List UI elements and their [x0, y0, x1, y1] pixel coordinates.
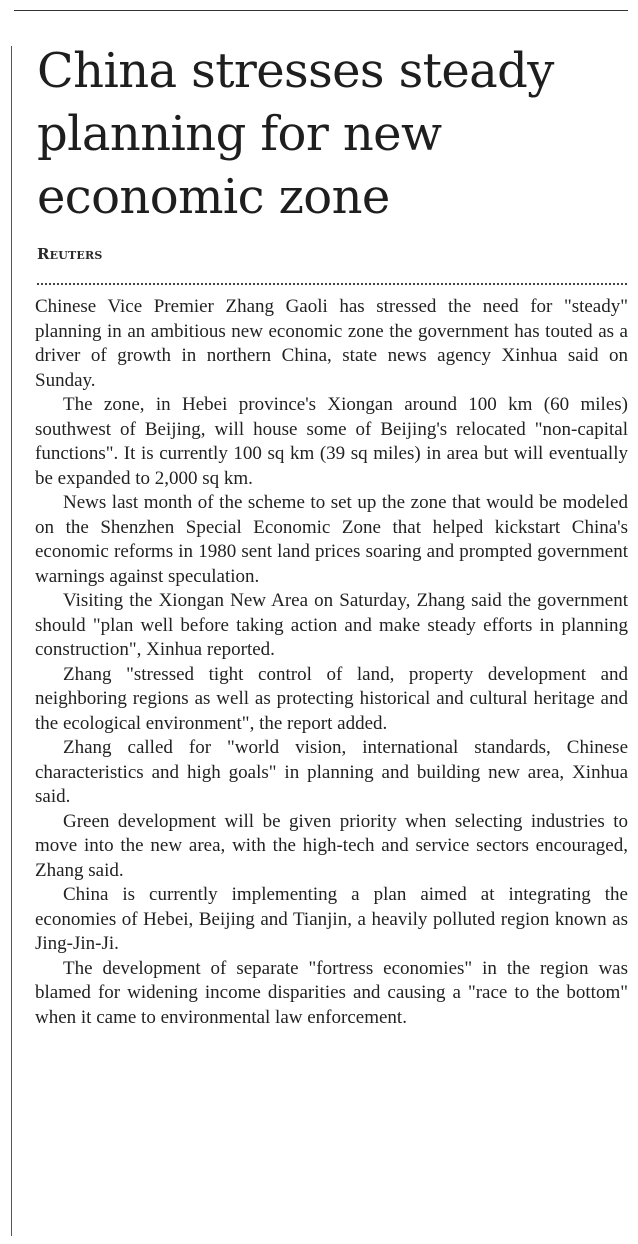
paragraph: Green development will be given priority when selecting industries to move into the new area, with the high-tech and service sectors encouraged, Zhang said.: [35, 810, 628, 881]
dotted-divider: [37, 283, 627, 285]
paragraph: Zhang "stressed tight control of land, property development and neighboring regions as well as protecting historical and cultural heritage and the ecological environment", the report added.: [35, 663, 628, 734]
top-rule: [14, 10, 628, 11]
column-rule: [11, 46, 12, 1236]
paragraph: China is currently implementing a plan aimed at integrating the economies of Hebei, Beijing and Tianjin, a heavily polluted region known as Jing-Jin-Ji.: [35, 884, 628, 954]
paragraph: The development of separate "fortress economies" in the region was blamed for widening income disparities and causing a "race to the bottom" when it came to environmental law enforcement.: [35, 957, 628, 1028]
byline: Reuters: [37, 245, 103, 263]
paragraph: Visiting the Xiongan New Area on Saturday, Zhang said the government should "plan well before taking action and make steady efforts in planning construction", Xinhua reported.: [35, 590, 628, 660]
paragraph: Chinese Vice Premier Zhang Gaoli has stressed the need for "steady" planning in an ambitious new economic zone the government has touted as a driver of growth in northern China, state news agency Xinhua said on Sunday.: [35, 296, 628, 391]
paragraph: News last month of the scheme to set up the zone that would be modeled on the Shenzhen Special Economic Zone that helped kickstart China's economic reforms in 1980 sent land prices soaring and prompted government warnings against speculation.: [35, 492, 628, 587]
paragraph: Zhang called for "world vision, international standards, Chinese characteristics and high goals" in planning and building new area, Xinhua said.: [35, 737, 628, 807]
article-body: [35, 295, 628, 1030]
headline: China stresses steady planning for new economic zone: [37, 43, 554, 225]
paragraph: The zone, in Hebei province's Xiongan around 100 km (60 miles) southwest of Beijing, will house some of Beijing's relocated "non-capital functions". It is currently 100 sq km (39 sq miles) in area but will eventually be expanded to 2,000 sq km.: [35, 394, 628, 489]
